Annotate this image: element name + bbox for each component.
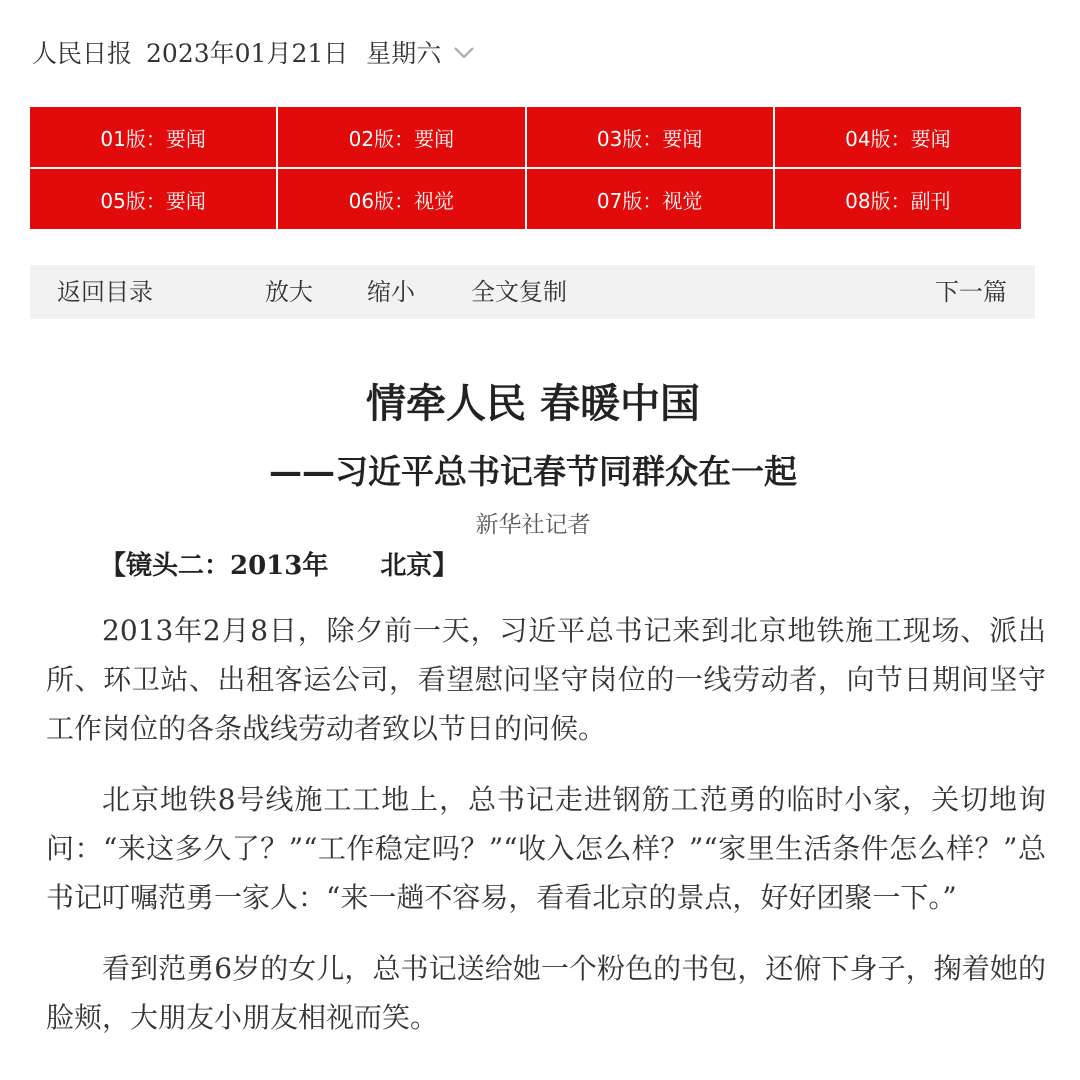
section-07[interactable]: 07版：视觉	[527, 169, 773, 229]
section-grid	[30, 107, 1021, 229]
article-author: 新华社记者	[475, 512, 591, 538]
section-05[interactable]: 05版：要闻	[30, 169, 276, 229]
section-08[interactable]: 08版：副刊	[775, 169, 1021, 229]
paragraph: 北京地铁8号线施工工地上，总书记走进钢筋工范勇的临时小家，关切地询问：“来这多久了？”“工作稳定吗？”“收入怎么样？”“家里生活条件怎么样？”总书记叮嘱范勇一家人：“来一趟不容易，看看北京的景点，好好团聚一下。”	[46, 783, 1046, 914]
zoom-in-button[interactable]: 放大	[265, 278, 313, 306]
chevron-down-icon[interactable]	[451, 39, 477, 65]
article-body	[46, 606, 1046, 1064]
section-06[interactable]: 06版：视觉	[278, 169, 524, 229]
article-title: 情牵人民 春暖中国	[366, 381, 700, 427]
article-subtitle: ——习近平总书记春节同群众在一起	[269, 452, 797, 491]
article-toolbar	[30, 265, 1035, 319]
paragraph: 2013年2月8日，除夕前一天，习近平总书记来到北京地铁施工现场、派出所、环卫站、出租客运公司，看望慰问坚守岗位的一线劳动者，向节日期间坚守工作岗位的各条战线劳动者致以节日的问候。	[46, 614, 1046, 745]
back-to-index-link[interactable]: 返回目录	[57, 278, 153, 306]
zoom-out-button[interactable]: 缩小	[367, 278, 415, 306]
paragraph: 看到范勇6岁的女儿，总书记送给她一个粉色的书包，还俯下身子，掬着她的脸颊，大朋友小朋友相视而笑。	[46, 952, 1046, 1034]
copy-full-text-button[interactable]: 全文复制	[471, 278, 567, 306]
edition-header[interactable]	[32, 30, 477, 74]
section-01[interactable]: 01版：要闻	[30, 107, 276, 167]
section-02[interactable]: 02版：要闻	[278, 107, 524, 167]
section-heading: 【镜头二：2013年 北京】	[100, 551, 459, 581]
paper-name: 人民日报	[32, 39, 133, 68]
edition-date: 2023年01月21日	[146, 39, 349, 68]
edition-weekday: 星期六	[366, 39, 442, 68]
next-article-link[interactable]: 下一篇	[935, 278, 1007, 306]
section-03[interactable]: 03版：要闻	[527, 107, 773, 167]
section-04[interactable]: 04版：要闻	[775, 107, 1021, 167]
